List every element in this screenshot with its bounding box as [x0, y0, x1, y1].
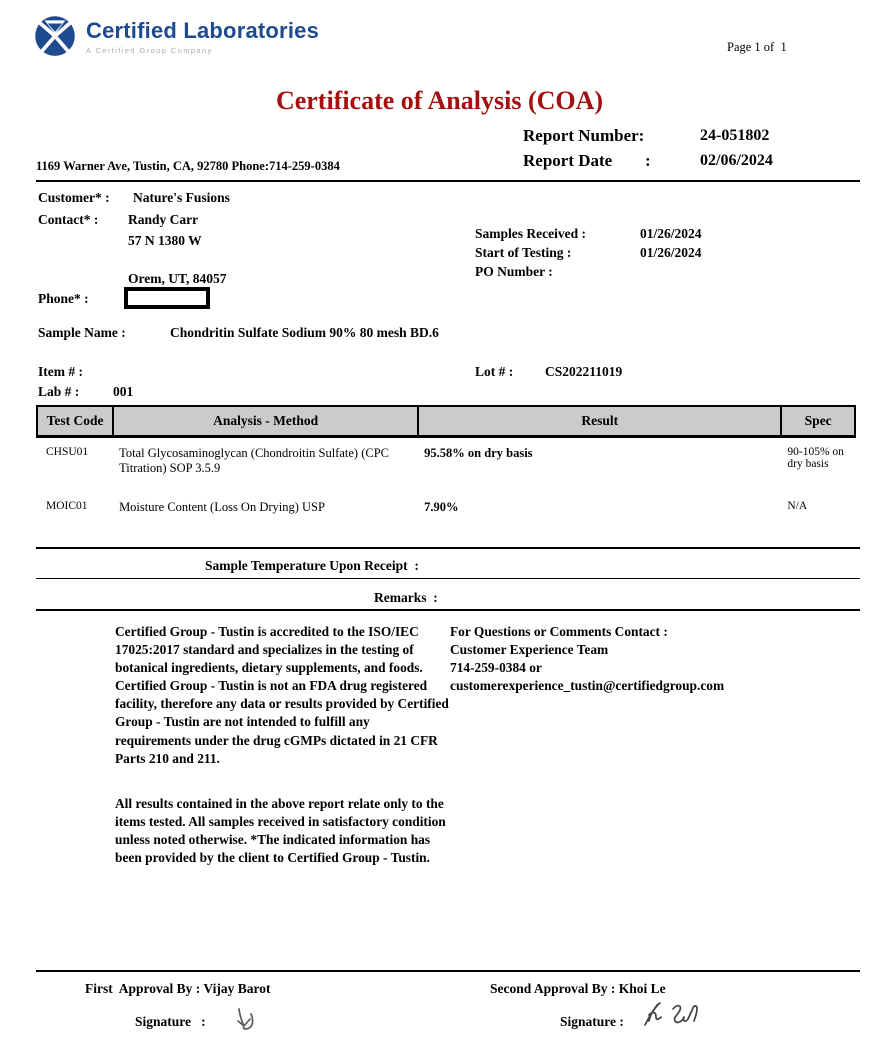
table-row [37, 437, 855, 493]
table-row [37, 492, 855, 519]
customer-address-line1: 57 N 1380 W [128, 233, 202, 248]
result-cell: 7.90% [424, 500, 459, 514]
logo-company-name: Certified Laboratories [86, 18, 320, 43]
document-title: Certificate of Analysis (COA) [275, 86, 604, 115]
report-date-value: 02/06/2024 [700, 152, 773, 169]
sample-name-value: Chondritin Sulfate Sodium 90% 80 mesh BD.6 [170, 325, 439, 340]
divider [36, 609, 860, 611]
customer-address-line2: Orem, UT, 84057 [128, 271, 227, 286]
customer-name: Nature's Fusions [133, 190, 230, 205]
lab-number-label: Lab # : [38, 384, 80, 399]
first-approver-signature [230, 1006, 260, 1040]
company-logo [30, 10, 319, 60]
divider [36, 578, 860, 579]
phone-label: Phone* : [38, 291, 89, 306]
second-approver-signature [642, 1000, 704, 1036]
results-table [36, 405, 856, 519]
contact-phone: 714-259-0384 or [450, 660, 542, 676]
start-of-testing-label: Start of Testing : [475, 245, 572, 260]
column-header-analysis-method: Analysis - Method [113, 406, 418, 437]
contact-label: Contact* : [38, 212, 99, 227]
result-cell: 95.58% on dry basis [424, 446, 533, 460]
second-signature-label: Signature : [560, 1014, 624, 1029]
contact-email: customerexperience_tustin@certifiedgroup.com [450, 678, 725, 694]
first-approval-label: First Approval By : Vijay Barot [85, 981, 271, 996]
spec-cell: N/A [787, 500, 808, 512]
logo-tagline: A Certified Group Company [86, 46, 213, 55]
start-of-testing-value: 01/26/2024 [640, 245, 702, 260]
report-date-colon: : [645, 151, 651, 170]
item-number-label: Item # : [38, 364, 83, 379]
certified-group-logo-icon [30, 10, 80, 60]
remarks-label: Remarks : [374, 590, 438, 605]
divider [36, 547, 860, 549]
samples-received-value: 01/26/2024 [640, 226, 702, 241]
report-number-label: Report Number: [523, 126, 645, 145]
test-code-cell: CHSU01 [46, 446, 89, 458]
report-date-label: Report Date [523, 151, 613, 170]
lot-number-label: Lot # : [475, 364, 514, 379]
logo-text-block [86, 10, 319, 55]
sample-temperature-label: Sample Temperature Upon Receipt : [205, 558, 419, 573]
lab-number-value: 001 [113, 384, 134, 399]
column-header-spec: Spec [781, 406, 855, 437]
divider [36, 970, 860, 972]
samples-received-label: Samples Received : [475, 226, 586, 241]
column-header-result: Result [418, 406, 781, 437]
divider [36, 180, 860, 182]
page-indicator: Page 1 of 1 [727, 40, 787, 54]
accreditation-paragraph: Certified Group - Tustin is accredited to the ISO/IEC 17025:2017 standard and specializes in the testing of botanical ingredients, dietary supplements, and foods. Certified Group - Tustin is not an FDA drug registered facility, therefore any data or results provided by Certified Group - Tustin are not intended to fulfill any requirements under the drug cGMPs dictated in 21 CFR Parts 210 and 211. [115, 624, 449, 766]
po-number-label: PO Number : [475, 264, 553, 279]
contact-name: Randy Carr [128, 212, 199, 227]
analysis-method-cell: Total Glycosaminoglycan (Chondroitin Sulfate) (CPC Titration) SOP 3.5.9 [119, 446, 389, 475]
contact-info-block [450, 623, 862, 695]
lab-address: 1169 Warner Ave, Tustin, CA, 92780 Phone:714-259-0384 [36, 159, 340, 173]
analysis-method-cell: Moisture Content (Loss On Drying) USP [119, 500, 325, 514]
phone-redaction-box [124, 287, 210, 309]
results-table-header-row [37, 406, 855, 437]
customer-label: Customer* : [38, 190, 110, 205]
contact-heading: For Questions or Comments Contact : [450, 624, 668, 639]
contact-team: Customer Experience Team [450, 642, 609, 658]
second-approval-label: Second Approval By : Khoi Le [490, 981, 666, 996]
results-scope-paragraph: All results contained in the above report relate only to the items tested. All samples received in satisfactory condition unless noted otherwise. *The indicated information has been provided by the client to Certified Group - Tustin. [115, 795, 446, 866]
spec-cell: 90-105% on dry basis [787, 446, 844, 470]
sample-name-label: Sample Name : [38, 325, 126, 340]
report-number-value: 24-051802 [700, 127, 770, 144]
first-signature-label: Signature : [135, 1014, 206, 1029]
disclaimer-block [115, 623, 449, 867]
test-code-cell: MOIC01 [46, 500, 88, 512]
lot-number-value: CS202211019 [545, 364, 623, 379]
column-header-test-code: Test Code [37, 406, 113, 437]
